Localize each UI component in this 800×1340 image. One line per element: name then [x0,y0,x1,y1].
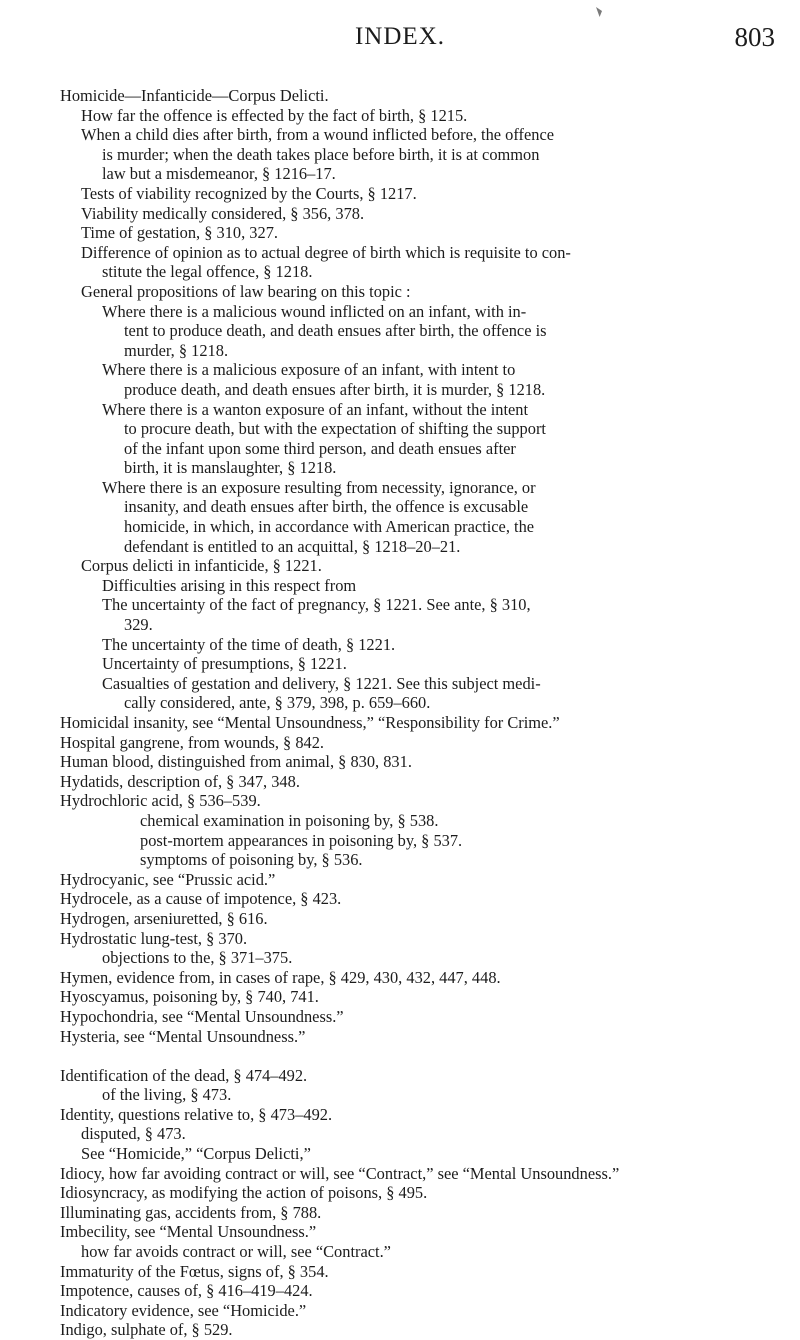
index-subentry: The uncertainty of the fact of pregnancy, § 1221. See ante, § 310, [102,595,531,615]
index-subentry: post-mortem appearances in poisoning by, § 537. [140,830,463,850]
index-entry: Idiosyncracy, as modifying the action of poisons, § 495. [60,1183,428,1203]
index-subentry: to procure death, but with the expectation of shifting the support [124,419,546,439]
index-entry: Imbecility, see “Mental Unsoundness.” [60,1222,317,1242]
index-entry: Human blood, distinguished from animal, § 830, 831. [60,752,412,772]
index-entry: Immaturity of the Fœtus, signs of, § 354. [60,1261,329,1281]
running-title: INDEX. [354,23,445,50]
index-subentry: of the living, § 473. [102,1085,232,1105]
index-subentry: cally considered, ante, § 379, 398, p. 659–660. [124,693,431,713]
index-subentry: disputed, § 473. [81,1124,186,1144]
index-entry: Illuminating gas, accidents from, § 788. [60,1202,322,1222]
page-number: 803 [734,22,775,52]
index-subentry: See “Homicide,” “Corpus Delicti,” [81,1144,311,1164]
index-subentry: objections to the, § 371–375. [102,948,293,968]
index-entry: Hydrostatic lung-test, § 370. [60,928,248,948]
index-entry: Hysteria, see “Mental Unsoundness.” [60,1026,306,1046]
index-subentry: 329. [124,615,153,635]
index-subentry: Difference of opinion as to actual degree of birth which is requisite to con- [81,242,571,262]
index-entry: Impotence, causes of, § 416–419–424. [60,1281,313,1301]
index-subentry: homicide, in which, in accordance with American practice, the [124,517,535,537]
index-subentry: When a child dies after birth, from a wound inflicted before, the offence [81,125,555,145]
index-subentry: murder, § 1218. [124,340,229,360]
index-subentry: chemical examination in poisoning by, § 538. [140,810,439,830]
index-subentry: Where there is a malicious exposure of an infant, with intent to [102,360,516,380]
index-subentry: of the infant upon some third person, and death ensues after [124,438,516,458]
index-subentry: General propositions of law bearing on this topic : [81,281,411,301]
index-entry: Hydrocele, as a cause of impotence, § 423. [60,889,342,909]
index-subentry: How far the offence is effected by the fact of birth, § 1215. [81,105,468,125]
index-subentry: Where there is an exposure resulting from necessity, ignorance, or [102,477,536,497]
index-entry: Identity, questions relative to, § 473–492. [60,1104,333,1124]
index-subentry: how far avoids contract or will, see “Contract.” [81,1242,391,1262]
index-subentry: Tests of viability recognized by the Courts, § 1217. [81,183,417,203]
index-entry: Hydrocyanic, see “Prussic acid.” [60,869,276,889]
index-subentry: symptoms of poisoning by, § 536. [140,850,363,870]
index-entry: Indicatory evidence, see “Homicide.” [60,1300,307,1320]
index-entry: Hypochondria, see “Mental Unsoundness.” [60,1006,344,1026]
index-subentry: Viability medically considered, § 356, 378. [81,203,365,223]
index-entry: Hydrogen, arseniuretted, § 616. [60,908,268,928]
index-entry: Hydrochloric acid, § 536–539. [60,791,261,811]
index-entry: Hospital gangrene, from wounds, § 842. [60,732,325,752]
index-subentry: produce death, and death ensues after birth, it is murder, § 1218. [124,379,546,399]
section-gap [60,1046,780,1066]
index-subentry: Corpus delicti in infanticide, § 1221. [81,556,322,576]
index-subentry: insanity, and death ensues after birth, the offence is excusable [124,497,529,517]
index-subentry: defendant is entitled to an acquittal, § 1218–20–21. [124,536,461,556]
index-entries [60,86,780,1340]
index-entry: Hyoscyamus, poisoning by, § 740, 741. [60,987,319,1007]
index-subentry: Where there is a wanton exposure of an infant, without the intent [102,399,529,419]
index-subentry: tent to produce death, and death ensues after birth, the offence is [124,321,547,341]
index-subentry: is murder; when the death takes place before birth, it is at common [102,144,540,164]
index-entry: Hymen, evidence from, in cases of rape, § 429, 430, 432, 447, 448. [60,967,501,987]
index-subentry: Uncertainty of presumptions, § 1221. [102,654,347,674]
index-subentry: Difficulties arising in this respect from [102,575,357,595]
index-subentry: law but a misdemeanor, § 1216–17. [102,164,336,184]
index-subentry: Where there is a malicious wound inflicted on an infant, with in- [102,301,527,321]
index-subentry: birth, it is manslaughter, § 1218. [124,458,337,478]
index-subentry: Time of gestation, § 310, 327. [81,223,278,243]
index-entry: Homicide—Infanticide—Corpus Delicti. [60,86,329,105]
index-subentry: stitute the legal offence, § 1218. [102,262,313,282]
page-header [0,17,800,57]
index-entry: Identification of the dead, § 474–492. [60,1065,308,1085]
index-entry: Indigo, sulphate of, § 529. [60,1320,233,1340]
index-entry: Idiocy, how far avoiding contract or will, see “Contract,” see “Mental Unsoundness.” [60,1163,620,1183]
index-subentry: The uncertainty of the time of death, § 1221. [102,634,396,654]
index-entry: Hydatids, description of, § 347, 348. [60,771,300,791]
index-subentry: Casualties of gestation and delivery, § 1221. See this subject medi- [102,673,541,693]
index-entry: Homicidal insanity, see “Mental Unsoundness,” “Responsibility for Crime.” [60,713,560,732]
ink-speck [596,7,602,17]
